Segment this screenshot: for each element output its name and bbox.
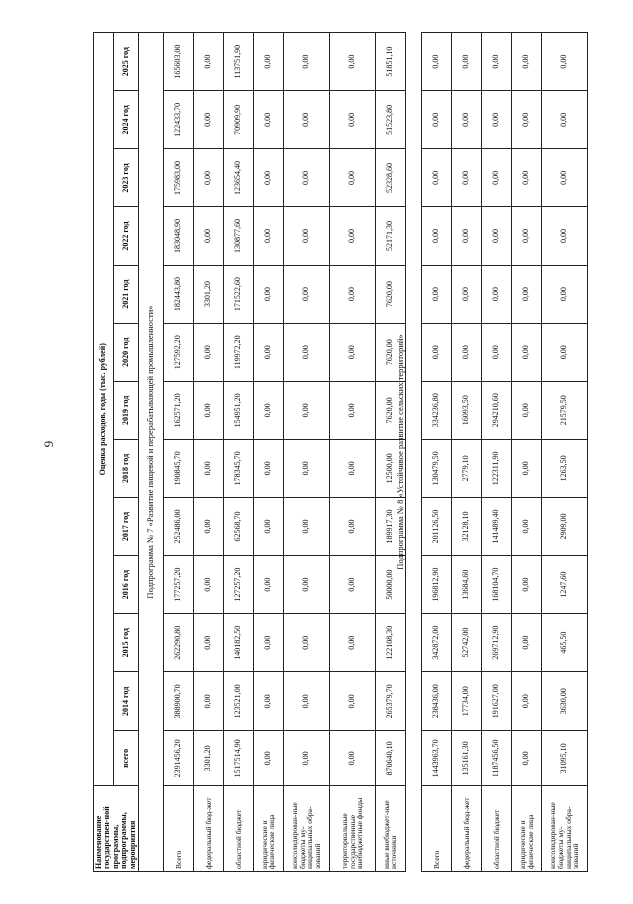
table-cell: 0,00 bbox=[512, 323, 542, 381]
header-year-cell: всего bbox=[113, 731, 138, 786]
table-cell: 0,00 bbox=[422, 323, 452, 381]
table-cell: 0,00 bbox=[253, 731, 283, 786]
table-cell: 0,00 bbox=[422, 91, 452, 149]
table-cell: 0,00 bbox=[283, 556, 329, 614]
table-cell: 113751,90 bbox=[223, 33, 253, 91]
table-cell: 0,00 bbox=[482, 265, 512, 323]
table-cell: 0,00 bbox=[329, 439, 375, 497]
rotated-page-content bbox=[41, 32, 591, 872]
header-years-row bbox=[113, 33, 138, 872]
row-label: юридические и физические лица bbox=[512, 786, 542, 872]
table-cell: 122108,30 bbox=[375, 614, 405, 672]
table-cell: 0,00 bbox=[193, 556, 223, 614]
table-cell: 2391456,20 bbox=[163, 731, 193, 786]
table-cell: 0,00 bbox=[253, 439, 283, 497]
table-cell: 0,00 bbox=[253, 149, 283, 207]
row-label: федеральный бюд-жет bbox=[193, 786, 223, 872]
table-cell: 1247,60 bbox=[542, 556, 588, 614]
table-row bbox=[482, 33, 512, 872]
table-cell: 0,00 bbox=[329, 672, 375, 731]
table-cell: 0,00 bbox=[283, 497, 329, 555]
table-cell: 0,00 bbox=[253, 381, 283, 439]
table-cell: 0,00 bbox=[253, 91, 283, 149]
table-cell: 52171,30 bbox=[375, 207, 405, 265]
table-cell: 0,00 bbox=[283, 265, 329, 323]
table-cell: 1517514,90 bbox=[223, 731, 253, 786]
table-cell: 294210,60 bbox=[482, 381, 512, 439]
table-cell: 0,00 bbox=[482, 323, 512, 381]
table-cell: 0,00 bbox=[253, 497, 283, 555]
table-cell: 0,00 bbox=[329, 497, 375, 555]
table-cell: 0,00 bbox=[283, 323, 329, 381]
header-year-cell: 2019 год bbox=[113, 381, 138, 439]
expenditure-table-sub7 bbox=[93, 32, 406, 872]
table-cell: 123654,40 bbox=[223, 149, 253, 207]
table-cell: 122311,90 bbox=[482, 439, 512, 497]
row-label: консолидирован-ные бюджеты му-ниципальных обра-зований bbox=[542, 786, 588, 872]
table-cell: 269712,90 bbox=[482, 614, 512, 672]
table-cell: 7620,00 bbox=[375, 265, 405, 323]
table-row bbox=[329, 33, 375, 872]
table-cell: 3301,20 bbox=[193, 731, 223, 786]
row-label: областной бюджет bbox=[482, 786, 512, 872]
row-label: юридические и физические лица bbox=[253, 786, 283, 872]
table-cell: 388900,70 bbox=[163, 672, 193, 731]
table-cell: 0,00 bbox=[452, 91, 482, 149]
table-cell: 7620,00 bbox=[375, 381, 405, 439]
table-cell: 0,00 bbox=[329, 149, 375, 207]
table-cell: 0,00 bbox=[283, 381, 329, 439]
table-cell: 50000,00 bbox=[375, 556, 405, 614]
table-cell: 0,00 bbox=[253, 323, 283, 381]
header-year-cell: 2024 год bbox=[113, 91, 138, 149]
page-number: 6 bbox=[41, 440, 57, 448]
table-cell: 0,00 bbox=[329, 323, 375, 381]
table-cell: 141489,40 bbox=[482, 497, 512, 555]
table-cell: 0,00 bbox=[253, 33, 283, 91]
table-cell: 3630,00 bbox=[542, 672, 588, 731]
table-cell: 16093,50 bbox=[452, 381, 482, 439]
table-cell: 0,00 bbox=[512, 33, 542, 91]
header-program-name: Наименование государствен-ной программы, подпрограммы, мероприятия bbox=[94, 786, 139, 872]
row-label: иные внебюджет-ные источники bbox=[375, 786, 405, 872]
table-cell: 0,00 bbox=[512, 149, 542, 207]
table-cell: 0,00 bbox=[283, 614, 329, 672]
table-cell: 0,00 bbox=[253, 672, 283, 731]
table-cell: 0,00 bbox=[283, 672, 329, 731]
table-cell: 31095,10 bbox=[542, 731, 588, 786]
table-cell: 265379,70 bbox=[375, 672, 405, 731]
table-cell: 0,00 bbox=[193, 439, 223, 497]
table-cell: 0,00 bbox=[283, 731, 329, 786]
table-cell: 122433,70 bbox=[163, 91, 193, 149]
table-cell: 0,00 bbox=[193, 91, 223, 149]
table-cell: 62568,70 bbox=[223, 497, 253, 555]
table-cell: 238436,00 bbox=[422, 672, 452, 731]
table-cell: 21579,50 bbox=[542, 381, 588, 439]
table-cell: 0,00 bbox=[329, 556, 375, 614]
table-cell: 0,00 bbox=[482, 149, 512, 207]
table-cell: 0,00 bbox=[283, 33, 329, 91]
table-cell: 0,00 bbox=[193, 672, 223, 731]
table-cell: 262290,80 bbox=[163, 614, 193, 672]
expenditure-table-sub8 bbox=[421, 32, 588, 872]
table-cell: 0,00 bbox=[329, 614, 375, 672]
table-cell: 182443,80 bbox=[163, 265, 193, 323]
table-row bbox=[512, 33, 542, 872]
table-cell: 196812,90 bbox=[422, 556, 452, 614]
table-cell: 1187456,50 bbox=[482, 731, 512, 786]
table-cell: 140182,50 bbox=[223, 614, 253, 672]
table-cell: 183048,90 bbox=[163, 207, 193, 265]
header-year-cell: 2023 год bbox=[113, 149, 138, 207]
table-cell: 52328,60 bbox=[375, 149, 405, 207]
table-cell: 0,00 bbox=[283, 91, 329, 149]
table-cell: 0,00 bbox=[283, 207, 329, 265]
table-cell: 135161,30 bbox=[452, 731, 482, 786]
table-cell: 0,00 bbox=[283, 439, 329, 497]
table-cell: 0,00 bbox=[329, 207, 375, 265]
table-cell: 175983,00 bbox=[163, 149, 193, 207]
table-cell: 0,00 bbox=[422, 207, 452, 265]
table-cell: 0,00 bbox=[542, 149, 588, 207]
header-year-cell: 2015 год bbox=[113, 614, 138, 672]
table-cell: 0,00 bbox=[542, 91, 588, 149]
subprogram-8-title: Подпрограмма № 8 «Устойчивое развитие сельских территорий» bbox=[395, 334, 405, 570]
header-year-cell: 2018 год bbox=[113, 439, 138, 497]
table-cell: 334236,80 bbox=[422, 381, 452, 439]
table-cell: 465,50 bbox=[542, 614, 588, 672]
header-year-cell: 2025 год bbox=[113, 33, 138, 91]
table-cell: 0,00 bbox=[452, 323, 482, 381]
table-cell: 0,00 bbox=[422, 33, 452, 91]
table-row bbox=[452, 33, 482, 872]
table-cell: 1443963,70 bbox=[422, 731, 452, 786]
row-label: областной бюджет bbox=[223, 786, 253, 872]
table-cell: 0,00 bbox=[512, 731, 542, 786]
table-cell: 0,00 bbox=[253, 556, 283, 614]
table-cell: 127257,20 bbox=[223, 556, 253, 614]
table-cell: 162571,20 bbox=[163, 381, 193, 439]
table-cell: 51851,10 bbox=[375, 33, 405, 91]
table-row bbox=[542, 33, 588, 872]
table-row bbox=[163, 33, 193, 872]
table-cell: 0,00 bbox=[542, 33, 588, 91]
table-cell: 2909,00 bbox=[542, 497, 588, 555]
table-cell: 0,00 bbox=[193, 149, 223, 207]
table-cell: 13684,60 bbox=[452, 556, 482, 614]
table-cell: 70909,90 bbox=[223, 91, 253, 149]
header-year-cell: 2020 год bbox=[113, 323, 138, 381]
row-label: территориальные государственные внебюджетные фонды bbox=[329, 786, 375, 872]
table-cell: 0,00 bbox=[329, 381, 375, 439]
table-cell: 2779,10 bbox=[452, 439, 482, 497]
table-cell: 0,00 bbox=[193, 323, 223, 381]
table-cell: 0,00 bbox=[512, 672, 542, 731]
table-cell: 52742,00 bbox=[452, 614, 482, 672]
table-cell: 0,00 bbox=[193, 33, 223, 91]
table-cell: 3301,20 bbox=[193, 265, 223, 323]
table-cell: 0,00 bbox=[452, 33, 482, 91]
table-cell: 0,00 bbox=[482, 33, 512, 91]
table-cell: 0,00 bbox=[512, 497, 542, 555]
table-row bbox=[283, 33, 329, 872]
table-cell: 0,00 bbox=[512, 614, 542, 672]
row-label: Всего bbox=[422, 786, 452, 872]
table-cell: 0,00 bbox=[422, 265, 452, 323]
table-cell: 0,00 bbox=[512, 556, 542, 614]
table-cell: 178345,70 bbox=[223, 439, 253, 497]
table-cell: 189917,30 bbox=[375, 497, 405, 555]
header-year-cell: 2017 год bbox=[113, 497, 138, 555]
table-cell: 191627,00 bbox=[482, 672, 512, 731]
subprogram-7-title: Подпрограмма № 7 «Развитие пищевой и перерабатывающей промышленности» bbox=[138, 33, 163, 872]
table-cell: 12500,00 bbox=[375, 439, 405, 497]
table-cell: 119972,20 bbox=[223, 323, 253, 381]
table-cell: 0,00 bbox=[482, 207, 512, 265]
table-cell: 171522,60 bbox=[223, 265, 253, 323]
table-cell: 0,00 bbox=[193, 381, 223, 439]
header-year-cell: 2014 год bbox=[113, 672, 138, 731]
table-cell: 0,00 bbox=[542, 207, 588, 265]
table-cell: 0,00 bbox=[329, 731, 375, 786]
table-cell: 1263,50 bbox=[542, 439, 588, 497]
table-cell: 0,00 bbox=[422, 149, 452, 207]
table-cell: 130877,60 bbox=[223, 207, 253, 265]
table-cell: 154951,20 bbox=[223, 381, 253, 439]
table-cell: 0,00 bbox=[482, 91, 512, 149]
table-cell: 0,00 bbox=[452, 265, 482, 323]
table-cell: 0,00 bbox=[253, 207, 283, 265]
table-cell: 0,00 bbox=[193, 207, 223, 265]
header-year-cell: 2021 год bbox=[113, 265, 138, 323]
table-row bbox=[253, 33, 283, 872]
table-cell: 0,00 bbox=[452, 149, 482, 207]
table-cell: 0,00 bbox=[512, 91, 542, 149]
table-cell: 201126,50 bbox=[422, 497, 452, 555]
table-cell: 190845,70 bbox=[163, 439, 193, 497]
table-cell: 0,00 bbox=[512, 381, 542, 439]
table-cell: 0,00 bbox=[253, 614, 283, 672]
table-cell: 0,00 bbox=[193, 614, 223, 672]
table-cell: 342872,00 bbox=[422, 614, 452, 672]
table-cell: 165603,00 bbox=[163, 33, 193, 91]
table-cell: 0,00 bbox=[253, 265, 283, 323]
table-cell: 123521,00 bbox=[223, 672, 253, 731]
row-label: Всего bbox=[163, 786, 193, 872]
table-cell: 130479,50 bbox=[422, 439, 452, 497]
table-cell: 0,00 bbox=[542, 265, 588, 323]
table-row bbox=[223, 33, 253, 872]
table-cell: 32128,10 bbox=[452, 497, 482, 555]
table-cell: 168104,70 bbox=[482, 556, 512, 614]
table-cell: 252486,00 bbox=[163, 497, 193, 555]
table-cell: 0,00 bbox=[329, 91, 375, 149]
table-cell: 0,00 bbox=[329, 265, 375, 323]
table-cell: 0,00 bbox=[283, 149, 329, 207]
row-label: консолидирован-ные бюджеты му-ниципальных обра-зований bbox=[283, 786, 329, 872]
table-cell: 0,00 bbox=[512, 439, 542, 497]
header-year-cell: 2016 год bbox=[113, 556, 138, 614]
table-cell: 0,00 bbox=[193, 497, 223, 555]
header-year-cell: 2022 год bbox=[113, 207, 138, 265]
table-cell: 0,00 bbox=[512, 207, 542, 265]
table-cell: 0,00 bbox=[542, 323, 588, 381]
table-row bbox=[422, 33, 452, 872]
row-label: федеральный бюд-жет bbox=[452, 786, 482, 872]
table-cell: 7620,00 bbox=[375, 323, 405, 381]
table-cell: 17734,00 bbox=[452, 672, 482, 731]
table-cell: 51523,80 bbox=[375, 91, 405, 149]
table-cell: 0,00 bbox=[329, 33, 375, 91]
table-row bbox=[193, 33, 223, 872]
table-cell: 0,00 bbox=[452, 207, 482, 265]
table-cell: 127592,20 bbox=[163, 323, 193, 381]
table-cell: 870640,10 bbox=[375, 731, 405, 786]
table-cell: 0,00 bbox=[512, 265, 542, 323]
table-cell: 177257,20 bbox=[163, 556, 193, 614]
header-cost-group: Оценка расходов, годы (тыс. рублей) bbox=[94, 33, 114, 786]
